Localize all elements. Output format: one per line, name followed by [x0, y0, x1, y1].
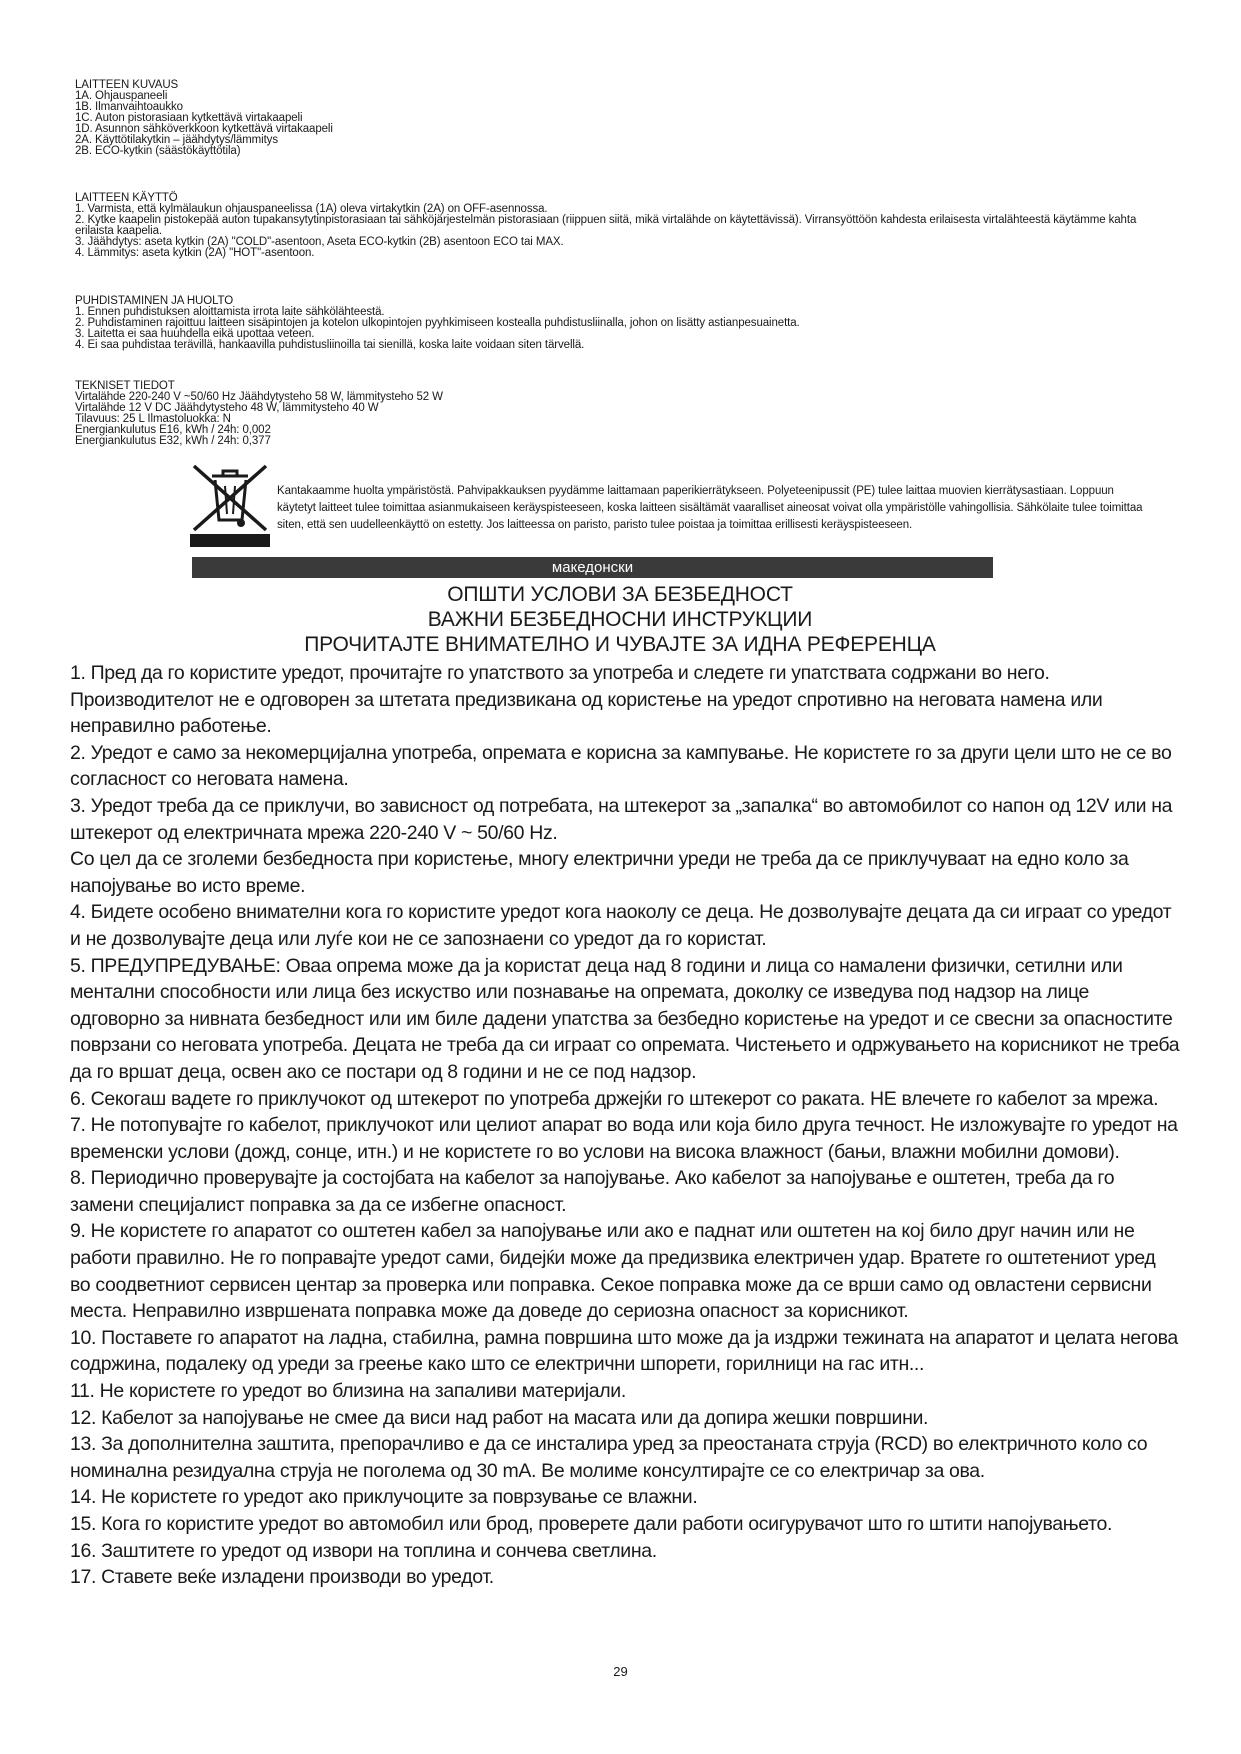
- mk-paragraph: 15. Кога го користите уредот во автомобил или брод, проверете дали работи осигурувачот што го штити напојувањето.: [70, 1513, 1113, 1535]
- fi-usage-heading: LAITTEEN KÄYTTÖ: [75, 192, 178, 204]
- mk-paragraph: 6. Секогаш вадете го приклучокот од штекерот по употреба држејќи го штекерот со раката. НЕ влечете го кабелот за мрежа.: [70, 1087, 1159, 1110]
- mk-paragraph: 10. Поставете го апаратот на ладна, стабилна, рамна површина што може да ја издржи тежината на апаратот и целата негова содржина, подалеку од уреди за греење како што се електрични шпорети, горилници на гас итн...: [70, 1326, 1178, 1376]
- fi-description-section: [75, 80, 1160, 157]
- mk-paragraph: 2. Уредот е само за некомерцијална употреба, опремата е корисна за кампување. Не користете го за други цели што не се во согласност со неговата намена.: [70, 741, 1172, 791]
- fi-environment-text: Kantakaamme huolta ympäristöstä. Pahvipakkauksen pyydämme laittamaan paperikierrätykseen. Polyeteenipussit (PE) tulee laittaa muovien kierrätysastiaan. Loppuun käytetyt laitteet tulee toimittaa asianmukaiseen keräyspisteeseen, koska laitteen sisältämät vaaralliset aineosat voivat olla ympäristölle vahingollisia. Sähkölaite tulee toimittaa siten, että sen uudelleenkäyttö on estetty. Jos laitteessa on paristo, paristo tulee poistaa ja toimittaa erillisesti keräyspisteeseen.: [277, 485, 1143, 531]
- fi-specs-heading: TEKNISET TIEDOT: [75, 380, 175, 392]
- mk-paragraph: 1. Пред да го користите уредот, прочитајте го упатството за употреба и следете ги упатствата содржани во него. Производителот не е одговорен за штетата предизвикана од користење на уредот спротивно на неговата намена или неправилно работење.: [70, 662, 1103, 738]
- crossed-bin-icon: [190, 462, 270, 534]
- mk-safety-instructions: [70, 660, 1180, 1591]
- mk-paragraph: 3. Уредот треба да се приклучи, во зависност од потребата, на штекерот за „запалка“ во автомобилот со напон од 12V или на штекерот од електричната мрежа 220-240 V ~ 50/60 Hz.: [70, 794, 1173, 844]
- fi-usage-item: 2. Kytke kaapelin pistokepää auton tupakansytytinpistorasiaan tai sähköjärjestelmän pistorasiaan (riippuen siitä, mikä virtalähde on käytettävissä). Virransyöttöön kahdesta erilaisesta virtalähteestä käytämme kahta erilaista kaapelia.: [75, 214, 1137, 237]
- fi-description-item: 1C. Auton pistorasiaan kytkettävä virtakaapeli: [75, 112, 303, 124]
- mk-paragraph: 4. Бидете особено внимателни кога го користите уредот кога наоколу се деца. Не дозволувајте децата да си играат со уредот и не дозволувајте деца или луѓе кои не се запознаени со уредот да го користат.: [70, 901, 1172, 950]
- fi-cleaning-item: 1. Ennen puhdistuksen aloittamista irrota laite sähkölähteestä.: [75, 306, 385, 318]
- mk-paragraph: 9. Не користете го апаратот со оштетен кабел за напојување или ако е паднат или оштетен на кој било друг начин или не работи правилно. Не го поправајте уредот сами, бидејќи може да предизвика електричен удар. Вратете го оштетениот уред во соодветниот сервисен центар за проверка или поправка. Секое поправка може да се врши само од овластени сервисни места. Неправилно извршената поправка може да доведе до сериозна опасност за корисникот.: [70, 1220, 1156, 1323]
- fi-description-item: 1A. Ohjauspaneeli: [75, 90, 168, 102]
- mk-paragraph: 17. Ставете веќе изладени производи во уредот.: [70, 1566, 494, 1589]
- mk-paragraph: 13. За дополнителна заштита, препорачливо е да се инсталира уред за преостаната струја (RCD) во електричното коло со номинална резидуална струја не поголема од 30 mA. Ве молиме консултирајте се со електричар за ова.: [70, 1433, 1148, 1482]
- weee-symbol: [190, 462, 280, 550]
- fi-specs-item: Virtalähde 220-240 V ~50/60 Hz Jäähdytysteho 58 W, lämmitysteho 52 W: [75, 391, 443, 403]
- fi-cleaning-heading: PUHDISTAMINEN JA HUOLTO: [75, 295, 234, 307]
- fi-usage-section: [75, 193, 1160, 259]
- page-number: 29: [613, 1664, 628, 1679]
- mk-paragraph: 11. Не користете го уредот во близина на запаливи материјали.: [70, 1380, 626, 1403]
- fi-cleaning-section: [75, 296, 1160, 351]
- fi-cleaning-item: 4. Ei saa puhdistaa terävillä, hankaavilla puhdistusliinoilla tai sienillä, koska laite voidaan siten tärvellä.: [75, 339, 585, 351]
- mk-title-3: ПРОЧИТАЈТЕ ВНИМАТЕЛНО И ЧУВАЈТЕ ЗА ИДНА РЕФЕРЕНЦА: [304, 633, 936, 656]
- mk-paragraph: 14. Не користете го уредот ако приклучоците за поврзување се влажни.: [70, 1486, 698, 1509]
- language-bar: македонски: [192, 557, 993, 578]
- fi-usage-item: 1. Varmista, että kylmälaukun ohjauspaneelissa (1A) oleva virtakytkin (2A) on OFF-asennossa.: [75, 203, 548, 215]
- fi-description-item: 1D. Asunnon sähköverkkoon kytkettävä virtakaapeli: [75, 123, 333, 135]
- mk-paragraph: 12. Кабелот за напојување не смее да виси над работ на масата или да допира жешки површини.: [70, 1406, 929, 1429]
- weee-bar: [190, 534, 270, 547]
- mk-paragraph: Со цел да се зголеми безбедноста при користење, многу електрични уреди не треба да се приклучуваат на едно коло за напојување во исто време.: [70, 848, 1129, 897]
- fi-specs-section: [75, 381, 1160, 447]
- fi-specs-item: Energiankulutus E16, kWh / 24h: 0,002: [75, 424, 271, 436]
- fi-specs-item: Tilavuus: 25 L Ilmastoluokka: N: [75, 413, 231, 425]
- mk-paragraph: 8. Периодично проверувајте ја состојбата на кабелот за напојување. Ако кабелот за напојување е оштетен, треба да го замени специјалист поправка за да се избегне опасност.: [70, 1167, 1115, 1216]
- fi-description-item: 2A. Käyttötilakytkin – jäähdytys/lämmitys: [75, 134, 278, 146]
- mk-title-2: ВАЖНИ БЕЗБЕДНОСНИ ИНСТРУКЦИИ: [427, 608, 813, 631]
- fi-description-item: 2B. ECO-kytkin (säästökäyttötila): [75, 145, 241, 157]
- fi-cleaning-item: 2. Puhdistaminen rajoittuu laitteen sisäpintojen ja kotelon ulkopintojen pyyhkimiseen kostealla puhdistusliinalla, johon on lisätty astianpesuainetta.: [75, 317, 800, 329]
- fi-cleaning-item: 3. Laitetta ei saa huuhdella eikä upottaa veteen.: [75, 328, 315, 340]
- fi-usage-item: 4. Lämmitys: aseta kytkin (2A) "HOT"-asentoon.: [75, 247, 315, 259]
- mk-paragraph: 7. Не потопувајте го кабелот, приклучокот или целиот апарат во вода или која било друга течност. Не изложувајте го уредот на временски услови (дожд, сонце, итн.) и не користете го во услови на висока влажност (бањи, влажни мобилни домови).: [70, 1114, 1178, 1163]
- fi-specs-item: Virtalähde 12 V DC Jäähdytysteho 48 W, lämmitysteho 40 W: [75, 402, 379, 414]
- mk-paragraph: 5. ПРЕДУПРЕДУВАЊЕ: Оваа опрема може да ја користат деца над 8 години и лица со намалени физички, сетилни или ментални способности или лица без искуство или познавање на опремата, доколку се изведува под надзор на лице одговорно за нивната безбедност или им биле дадени упатства за безбедно користење на уредот и се свесни за опасностите поврзани со неговата употреба. Децата не треба да си играат со опремата. Чистењето и одржувањето на корисникот не треба да го вршат деца, освен ако се постари од 8 години и не се под надзор.: [70, 954, 1180, 1083]
- fi-description-heading: LAITTEEN KUVAUS: [75, 79, 179, 91]
- mk-title-1: ОПШТИ УСЛОВИ ЗА БЕЗБЕДНОСТ: [447, 583, 793, 606]
- mk-paragraph: 16. Заштитете го уредот од извори на топлина и сончева светлина.: [70, 1539, 657, 1562]
- fi-description-item: 1B. Ilmanvaihtoaukko: [75, 101, 183, 113]
- fi-usage-item: 3. Jäähdytys: aseta kytkin (2A) "COLD"-asentoon, Aseta ECO-kytkin (2B) asentoon ECO tai MAX.: [75, 236, 564, 248]
- fi-specs-item: Energiankulutus E32, kWh / 24h: 0,377: [75, 435, 271, 447]
